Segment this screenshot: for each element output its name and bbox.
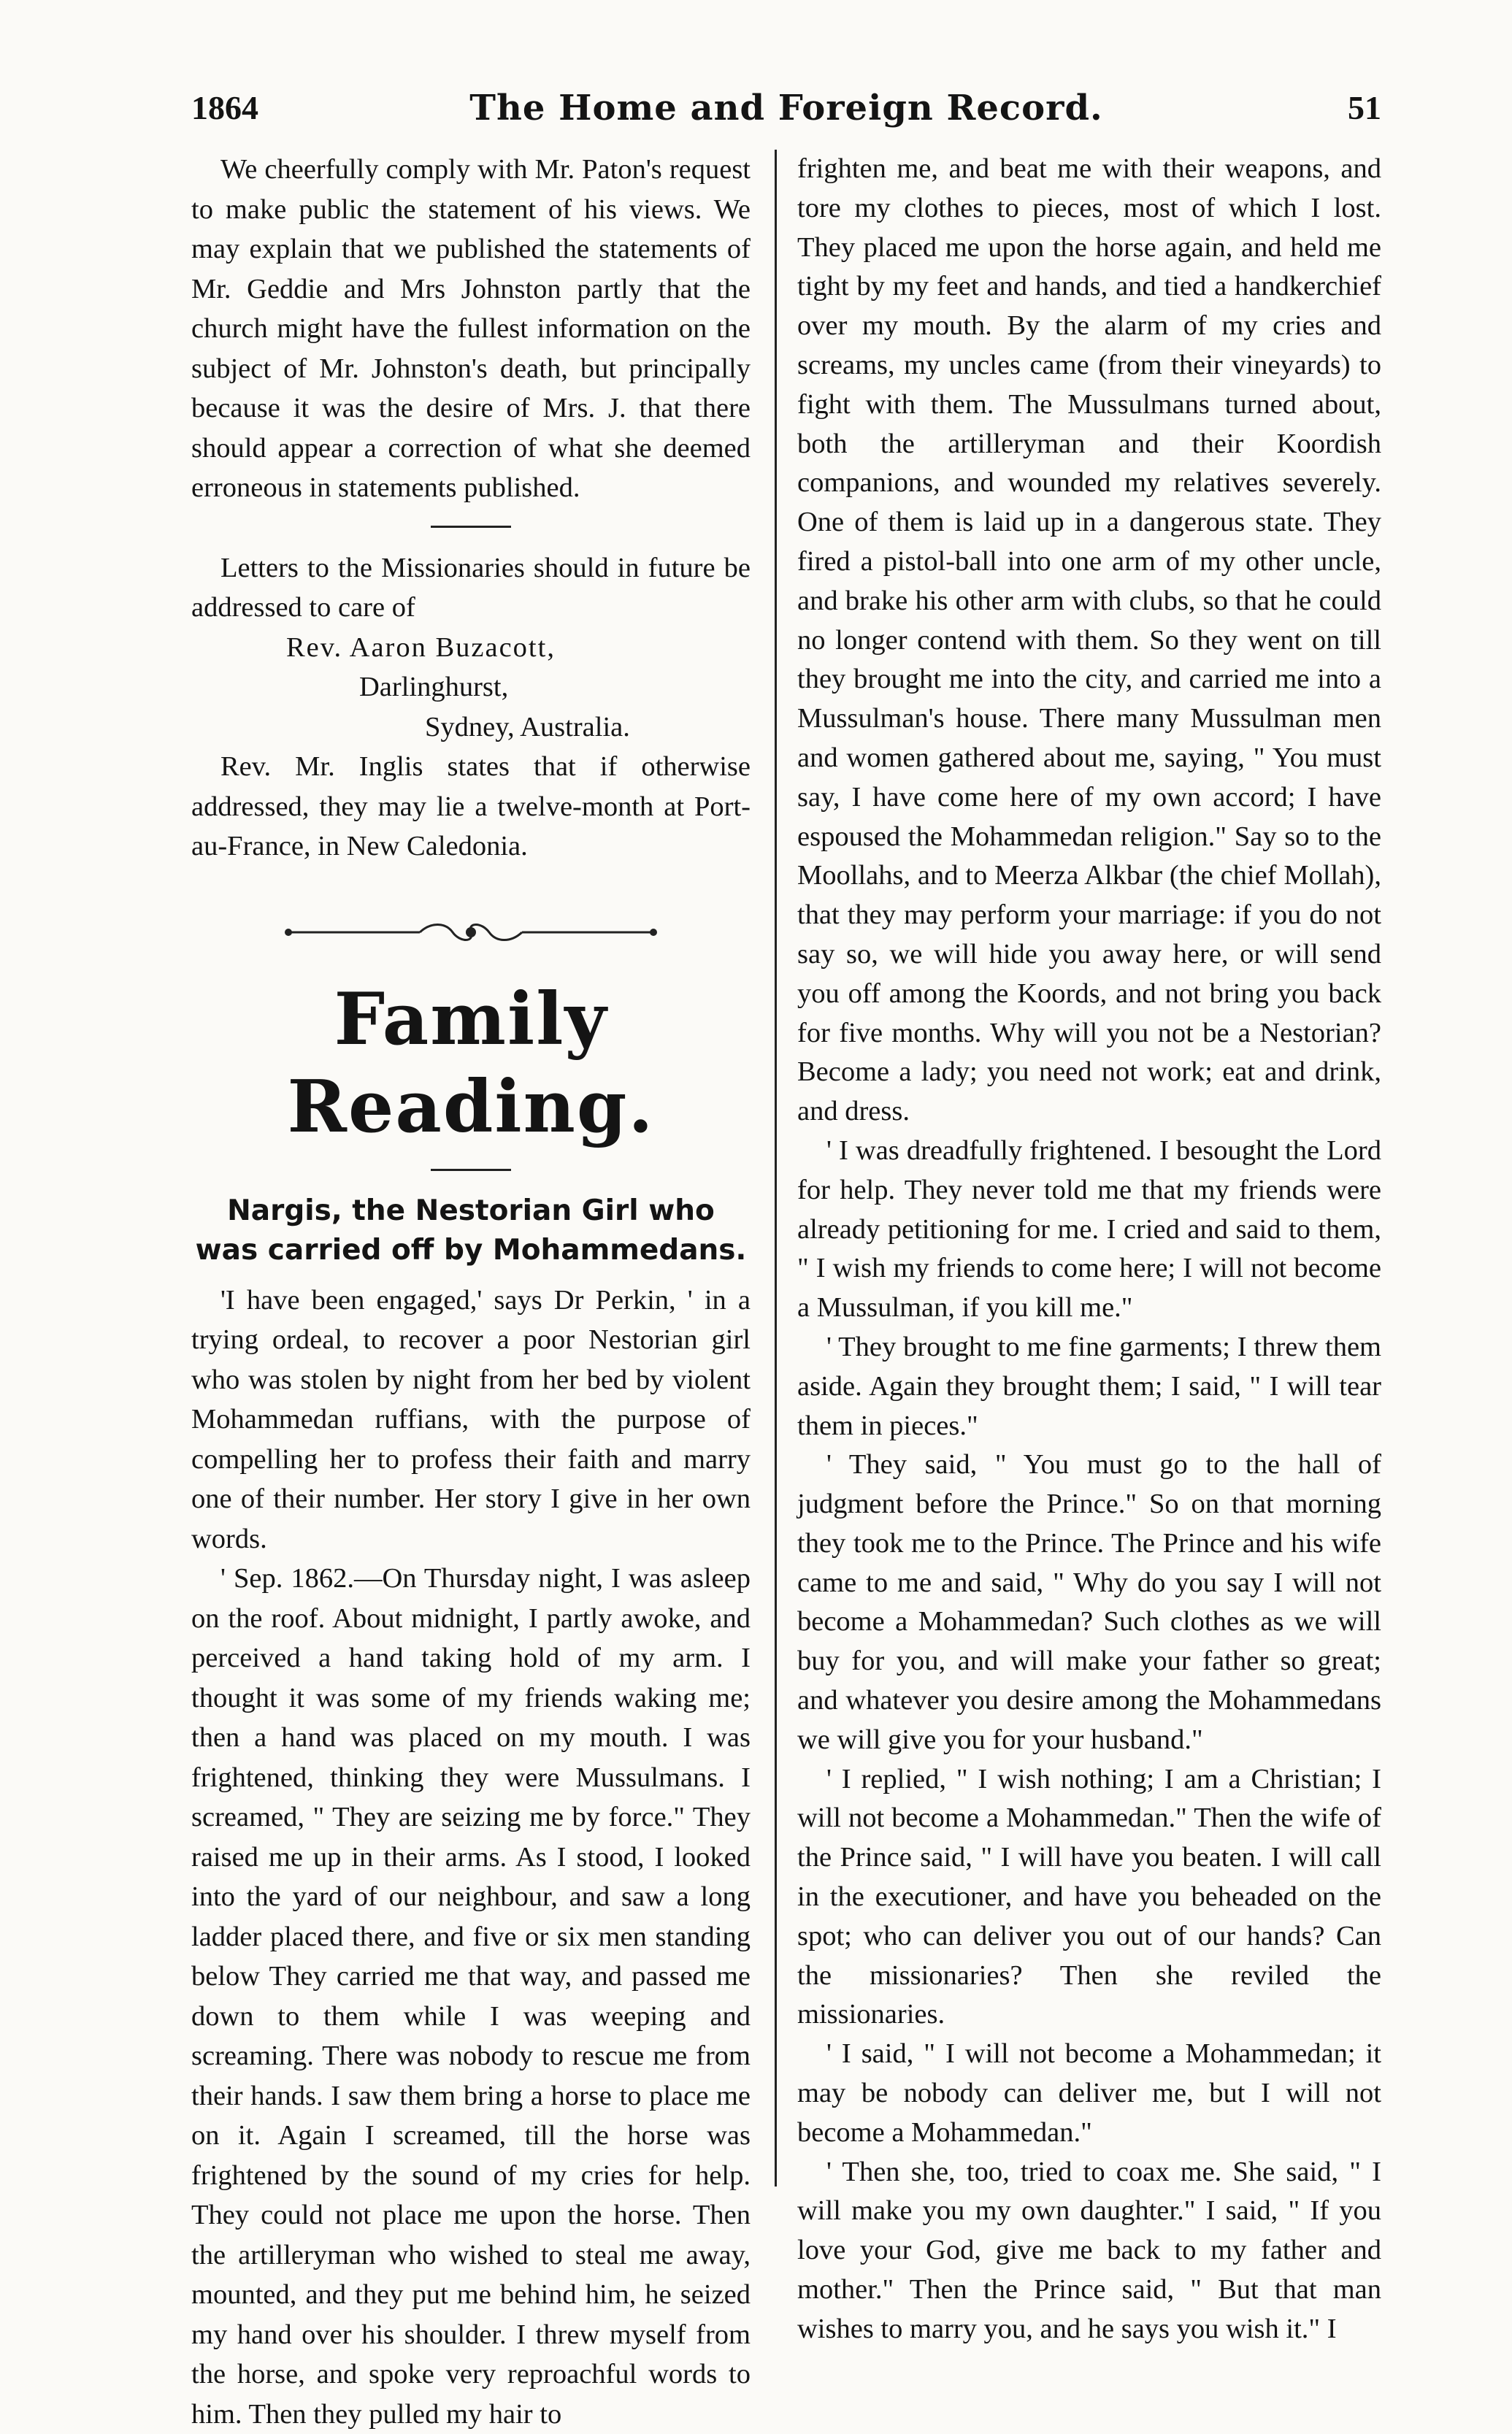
address-suburb: Darlinghurst, (359, 672, 509, 702)
short-divider (431, 526, 511, 528)
editorial-paragraph: We cheerfully comply with Mr. Paton's request to make public the statement of his views. We may explain that we published the statements of Mr. Geddie and Mrs Johnston partly that the church might have the fullest information on the subject of Mr. Johnston's death, but principally because it was the desire of Mrs. J. that there should appear a correction of what she deemed erroneous in statements published. (191, 154, 751, 503)
article-title: Nargis, the Nestorian Girl who was carried off by Mohammedans. (195, 1194, 747, 1267)
header-year: 1864 (191, 89, 258, 126)
journal-title: The Home and Foreign Record. (469, 88, 1103, 128)
inglis-note: Rev. Mr. Inglis states that if otherwise addressed, they may lie a twelve-month at Port-au-France, in New Caledonia. (191, 751, 751, 861)
running-header (191, 79, 1381, 137)
section-heading: Family Reading. (287, 977, 655, 1149)
article-paragraph: ' I said, " I will not become a Mohammedan; it may be nobody can deliver me, but I will not become a Mohammedan." (797, 2038, 1381, 2148)
article-paragraph: 'I have been engaged,' says Dr Perkin, ' in a trying ordeal, to recover a poor Nestorian girl who was stolen by night from her bed by violent Mohammedan ruffians, with the purpose of compelling her to profess their faith and marry one of their number. Her story I give in her own words. (191, 1284, 751, 1554)
column-divider (775, 150, 777, 2187)
article-paragraph: ' They said, " You must go to the hall of judgment before the Prince." So on that morning they took me to the Prince. The Prince and his wife came to me and said, " Why do you say I will not become a Mohammedan? Such clothes as we will buy for you, and will make your father so great; and whatever you desire among the Mohammedans we will give you for your husband." (797, 1449, 1381, 1755)
article-paragraph: ' They brought to me fine garments; I threw them aside. Again they brought them; I said, " I will tear them in pieces." (797, 1331, 1381, 1441)
mailing-address (191, 628, 751, 748)
article-paragraph: ' I was dreadfully frightened. I besought the Lord for help. They never told me that my friends were already petitioning for me. I cried and said to them, " I wish my friends to come here; I will not become a Mussulman, if you kill me." (797, 1135, 1381, 1324)
address-city: Sydney, Australia. (425, 711, 630, 742)
article-paragraph: ' Then she, too, tried to coax me. She said, " I will make you my own daughter." I said, " If you love your God, give me back to my father and mother." Then the Prince said, " But that man wishes to marry you, and he says you wish it." I (797, 2156, 1381, 2344)
ornamental-divider-icon (281, 918, 661, 947)
right-column (797, 150, 1381, 2349)
left-column (191, 150, 751, 2434)
page-number: 51 (1348, 89, 1381, 126)
article-paragraph: frighten me, and beat me with their weapons, and tore my clothes to pieces, most of which I lost. They placed me upon the horse again, and held me tight by my feet and hands, and tied a handkerchief over my mouth. By the alarm of my cries and screams, my uncles came (from their vineyards) to fight with them. The Mussulmans turned about, both the artilleryman and their Koordish companions, and wounded my relatives severely. One of them is laid up in a dangerous state. They fired a pistol-ball into one arm of my other uncle, and brake his other arm with clubs, so that he could no longer contend with them. So they went on till they brought me into the city, and carried me into a Mussulman's house. There many Mussulman men and women gathered about me, saying, " You must say, I have come here of my own accord; I have espoused the Mohammedan religion." Say so to the Moollahs, and to Meerza Alkbar (the chief Mollah), that they may perform your marriage: if you do not say so, we will hide you away here, or will send you off among the Koords, and not bring you back for five months. Why will you not be a Nestorian? Become a lady; you need not work; eat and drink, and dress. (797, 153, 1381, 1127)
article-paragraph: ' Sep. 1862.—On Thursday night, I was asleep on the roof. About midnight, I partly awoke, and perceived a hand taking hold of my arm. I thought it was some of my friends waking me; then a hand was placed on my mouth. I was frightened, thinking they were Mussulmans. I screamed, " They are seizing me by force." They raised me up in their arms. As I stood, I looked into the yard of our neighbour, and saw a long ladder placed there, and five or six men standing below They carried me that way, and passed me down to them while I was weeping and screaming. There was nobody to rescue me from their hands. I saw them bring a horse to place me on it. Again I screamed, till the horse was frightened by the sound of my cries for help. They could not place me upon the horse. Then the artilleryman who wished to steal me away, mounted, and they put me behind him, he seized my hand over his shoulder. I threw myself from the horse, and spoke very reproachful words to him. Then they pulled my hair to (191, 1563, 751, 2430)
address-name: Rev. Aaron Buzacott, (286, 631, 556, 663)
letters-notice: Letters to the Missionaries should in future be addressed to care of (191, 552, 751, 623)
heading-underline (431, 1169, 511, 1171)
article-paragraph: ' I replied, " I wish nothing; I am a Christian; I will not become a Mohammedan." Then the wife of the Prince said, " I will have you beaten. I will call in the executioner, and have you beheaded on the spot; who can deliver you out of our hands? Can the missionaries? Then she reviled the missionaries. (797, 1763, 1381, 2030)
